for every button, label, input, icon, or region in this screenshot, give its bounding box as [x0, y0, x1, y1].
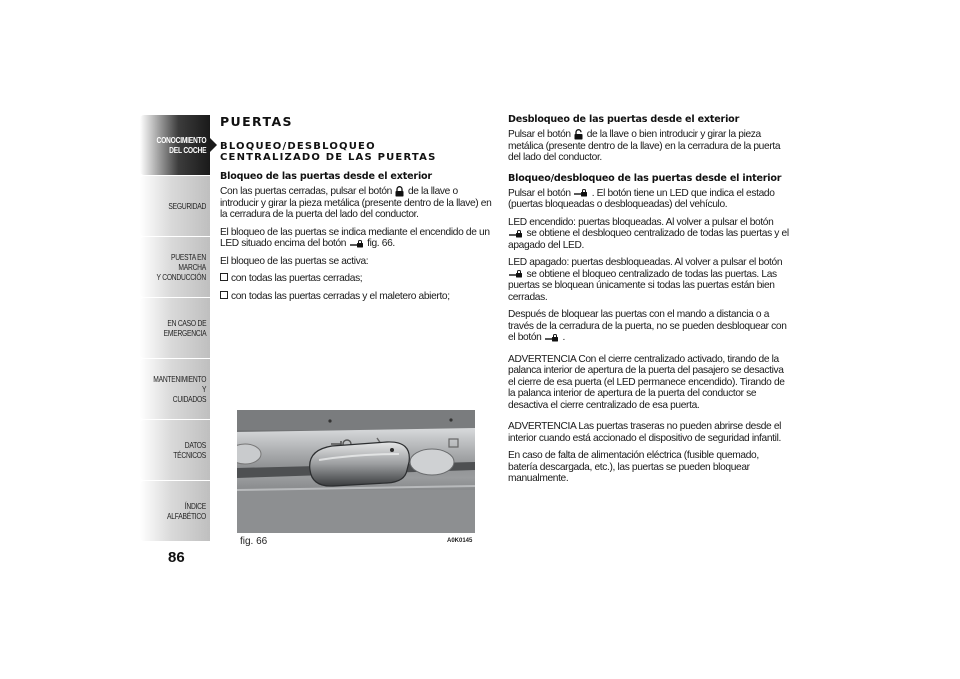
paragraph: LED encendido: puertas bloqueadas. Al volver a pulsar el botón se obtiene el desbloqueo centralizado de todas las puertas y el apagado del LED. — [508, 216, 789, 251]
tab-datos-tecnicos[interactable] — [140, 420, 210, 480]
tab-mantenimiento[interactable] — [140, 359, 210, 419]
tab-label: MANTENIMIENTO Y CUIDADOS — [153, 374, 206, 404]
tab-conocimiento-del-coche[interactable] — [140, 115, 210, 175]
figure-door-lock-button — [237, 410, 475, 533]
chapter-sidebar — [140, 115, 210, 542]
tab-label: PUESTA EN MARCHA Y CONDUCCIÓN — [156, 252, 206, 282]
paragraph: Pulsar el botón de la llave o bien introducir y girar la pieza metálica (presente dentro de la llave) en la cerradura de la puerta del lado del conductor. — [508, 129, 781, 164]
paragraph: El bloqueo de las puertas se indica mediante el encendido de un LED situado encima del botón fig. 66. — [220, 226, 490, 250]
list-item: con todas las puertas cerradas; — [220, 273, 492, 285]
tab-label: CONOCIMIENTO DEL COCHE — [156, 135, 206, 155]
paragraph: LED apagado: puertas desbloqueadas. Al volver a pulsar el botón se obtiene el bloqueo centralizado de todas las puertas. Las puertas se bloquean únicamente si todas las puertas están bien cerradas. — [508, 257, 783, 303]
lock-button-icon — [350, 240, 364, 248]
tab-seguridad[interactable] — [140, 176, 210, 236]
tab-en-caso-de-emergencia[interactable] — [140, 298, 210, 358]
paragraph: Con las puertas cerradas, pulsar el botón de la llave o introducir y girar la pieza metálica (presente dentro de la llave) en la cerradura de la puerta del lado del conductor. — [220, 186, 492, 221]
paragraph: Después de bloquear las puertas con el mando a distancia o a través de la cerradura de la puerta, no se pueden desbloquear con el botón . — [508, 309, 787, 344]
bullet-box-icon — [220, 291, 228, 299]
section-title: PUERTAS — [220, 114, 293, 129]
padlock-open-icon — [574, 129, 583, 140]
padlock-icon — [395, 186, 404, 197]
figure-code: A0K0145 — [447, 538, 473, 544]
paragraph: El bloqueo de las puertas se activa: — [220, 255, 369, 267]
lock-button-icon — [509, 270, 523, 278]
figure-caption: fig. 66 — [240, 536, 268, 547]
tab-puesta-en-marcha[interactable] — [140, 237, 210, 297]
left-column — [220, 114, 492, 304]
paragraph: En caso de falta de alimentación eléctrica (fusible quemado, batería descargada, etc.), las puertas se pueden bloquear manualmente. — [508, 450, 759, 485]
lock-button-icon — [545, 334, 559, 342]
warning-paragraph: ADVERTENCIA Las puertas traseras no pueden abrirse desde el interior cuando está accionado el dispositivo de seguridad infantil. — [508, 421, 782, 444]
paragraph: Pulsar el botón . El botón tiene un LED que indica el estado (puertas bloqueadas o desbloqueadas) del vehículo. — [508, 187, 775, 211]
tab-label: DATOS TÉCNICOS — [173, 440, 206, 460]
lock-button-icon — [509, 230, 523, 238]
page-number: 86 — [168, 549, 185, 566]
tab-label: ÍNDICE ALFABÉTICO — [167, 501, 206, 521]
heading-locking-exterior: Bloqueo de las puertas desde el exterior — [220, 171, 432, 182]
door-lock-button-photo — [237, 410, 475, 533]
lock-button-icon — [574, 189, 588, 197]
right-column — [508, 114, 790, 487]
list-item: con todas las puertas cerradas y el maletero abierto; — [220, 291, 492, 303]
heading-unlocking-exterior: Desbloqueo de las puertas desde el exterior — [508, 114, 740, 125]
warning-paragraph: ADVERTENCIA Con el cierre centralizado activado, tirando de la palanca interior de apertura de la puerta del pasajero se desactiva el cierre de esa puerta (el LED permanece encendido). Tirando de la palanca interior de apertura de la puerta del conductor se desactiva el cierre centralizado de esa puerta. — [508, 353, 785, 411]
tab-label: SEGURIDAD — [168, 201, 206, 211]
bullet-box-icon — [220, 273, 228, 281]
tab-label: EN CASO DE EMERGENCIA — [163, 318, 206, 338]
tab-indice-alfabetico[interactable] — [140, 481, 210, 541]
heading-locking-interior: Bloqueo/desbloqueo de las puertas desde el interior — [508, 172, 782, 184]
subsection-title: BLOQUEO/DESBLOQUEO CENTRALIZADO DE LAS PUERTAS — [220, 141, 437, 163]
